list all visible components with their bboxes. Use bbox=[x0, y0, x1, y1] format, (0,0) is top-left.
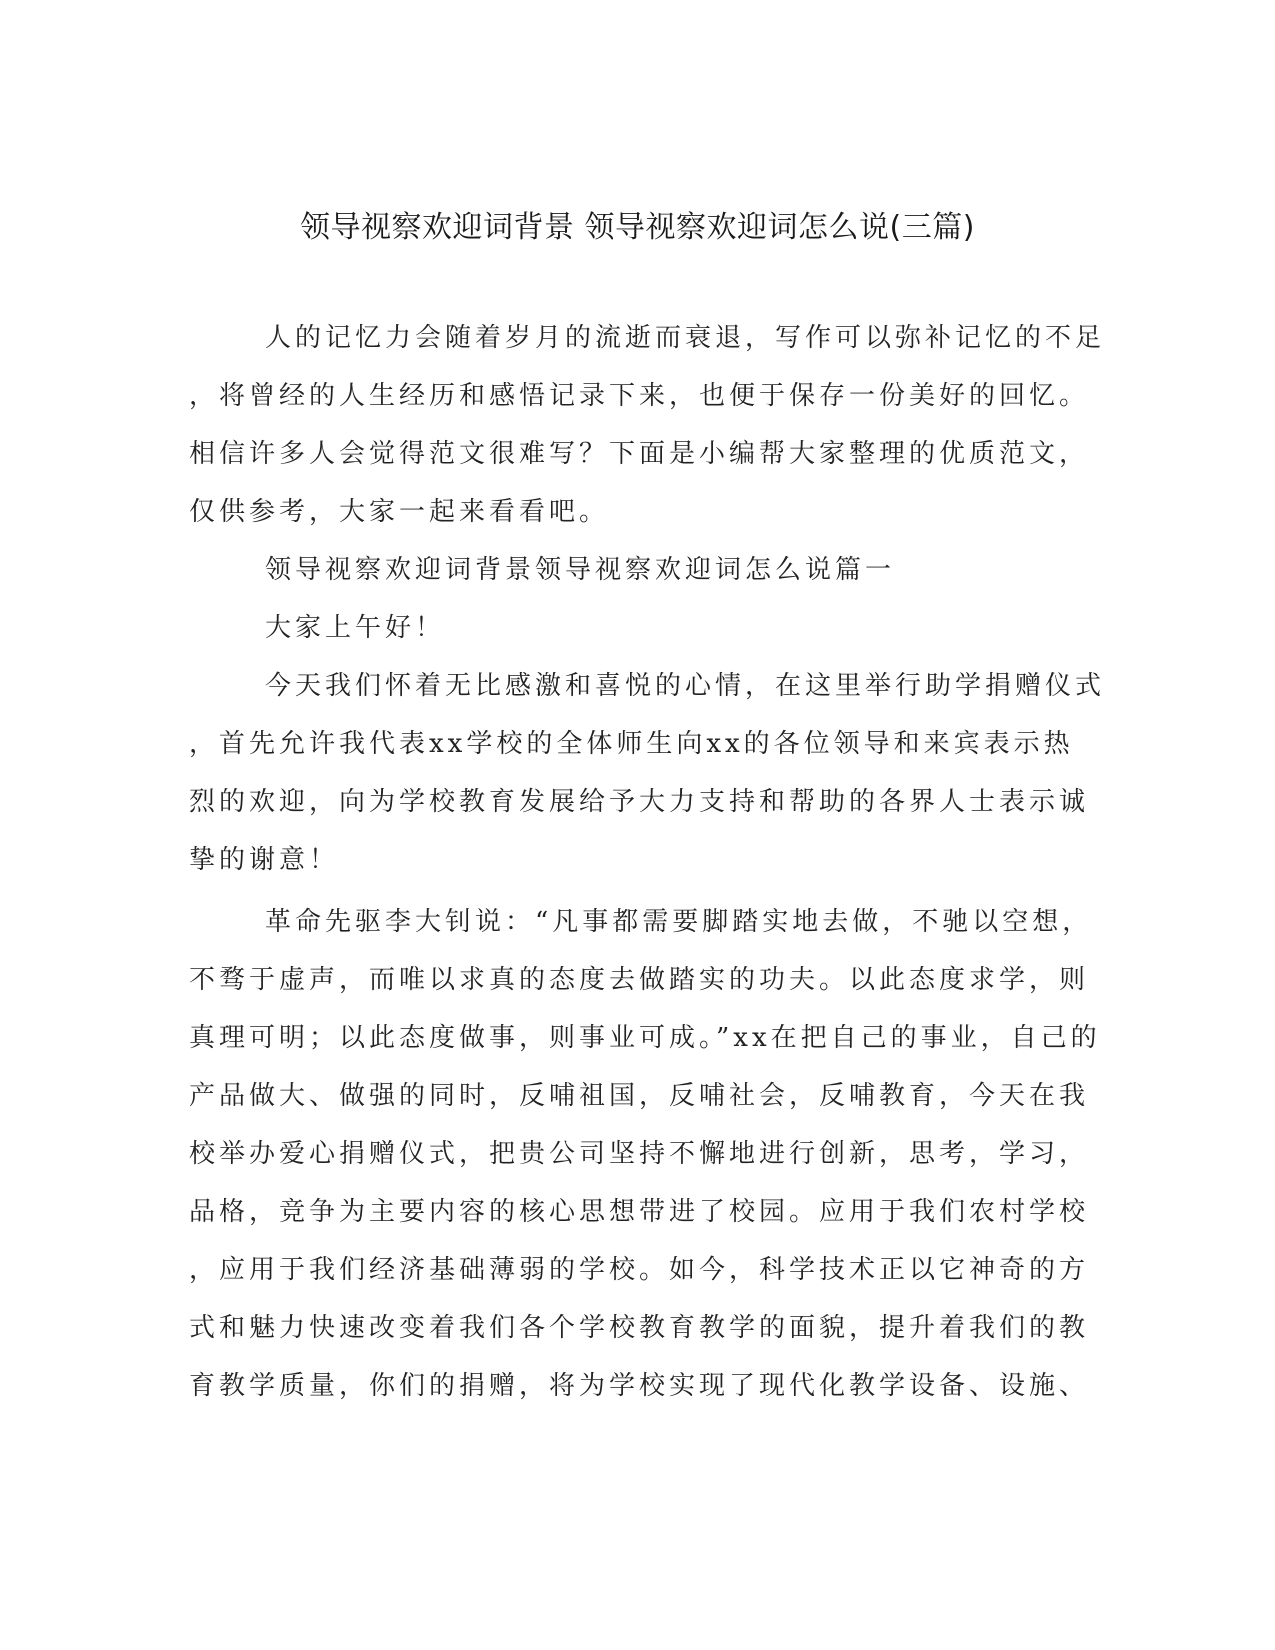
body-line: 育教学质量，你们的捐赠，将为学校实现了现代化教学设备、设施、 bbox=[189, 1371, 1090, 1401]
body-line: 校举办爱心捐赠仪式，把贵公司坚持不懈地进行创新，思考，学习， bbox=[189, 1139, 1090, 1169]
body-line: 革命先驱李大钊说：“凡事都需要脚踏实地去做，不驰以空想， bbox=[265, 907, 1093, 937]
body-line: 式和魅力快速改变着我们各个学校教育教学的面貌，提升着我们的教 bbox=[189, 1313, 1090, 1343]
body-line: 今天我们怀着无比感激和喜悦的心情，在这里举行助学捐赠仪式 bbox=[265, 671, 1106, 701]
body-line: 相信许多人会觉得范文很难写？下面是小编帮大家整理的优质范文， bbox=[189, 439, 1090, 469]
document-title: 领导视察欢迎词背景 领导视察欢迎词怎么说(三篇) bbox=[300, 210, 975, 245]
body-line: ，将曾经的人生经历和感悟记录下来，也便于保存一份美好的回忆。 bbox=[189, 381, 1090, 411]
greeting-line: 大家上午好！ bbox=[265, 613, 446, 643]
body-line: 仅供参考，大家一起来看看吧。 bbox=[189, 497, 610, 527]
body-line: 烈的欢迎，向为学校教育发展给予大力支持和帮助的各界人士表示诚 bbox=[189, 787, 1090, 817]
body-line: 人的记忆力会随着岁月的流逝而衰退，写作可以弥补记忆的不足 bbox=[265, 323, 1106, 353]
body-line: 不骛于虚声，而唯以求真的态度去做踏实的功夫。以此态度求学，则 bbox=[189, 965, 1090, 995]
section-heading: 领导视察欢迎词背景领导视察欢迎词怎么说篇一 bbox=[265, 555, 896, 585]
body-line: 品格，竞争为主要内容的核心思想带进了校园。应用于我们农村学校 bbox=[189, 1197, 1090, 1227]
body-line: 真理可明；以此态度做事，则事业可成。”xx在把自己的事业，自己的 bbox=[189, 1023, 1101, 1053]
body-line: ，首先允许我代表xx学校的全体师生向xx的各位领导和来宾表示热 bbox=[189, 729, 1074, 759]
body-line: 挚的谢意！ bbox=[189, 845, 340, 875]
body-line: ，应用于我们经济基础薄弱的学校。如今，科学技术正以它神奇的方 bbox=[189, 1255, 1090, 1285]
body-line: 产品做大、做强的同时，反哺祖国，反哺社会，反哺教育，今天在我 bbox=[189, 1081, 1090, 1111]
